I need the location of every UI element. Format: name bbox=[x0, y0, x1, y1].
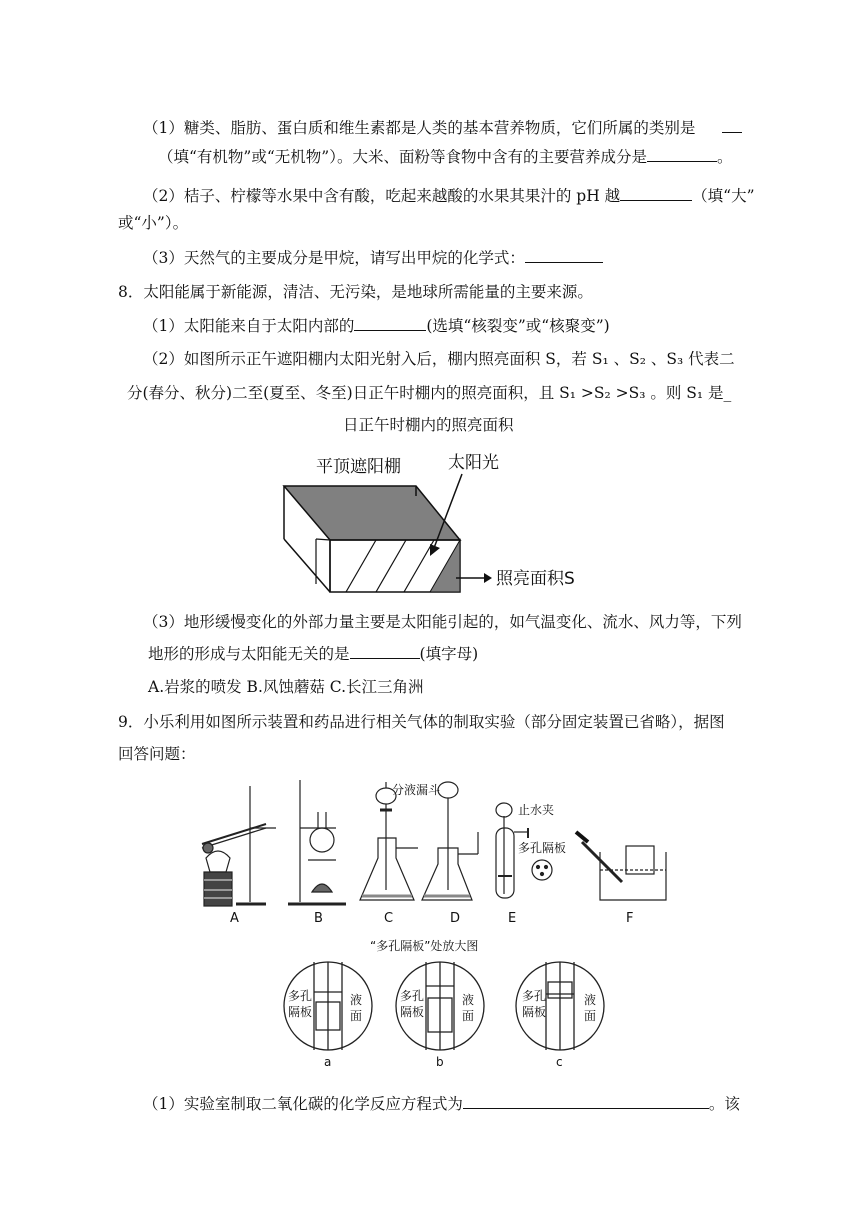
q7-part1-text2: （填“有机物”或“无机物”）。大米、面粉等食物中含有的主要营养成分是 bbox=[158, 148, 647, 166]
q8-title-text: 8．太阳能属于新能源，清洁、无污染，是地球所需能量的主要来源。 bbox=[118, 283, 593, 301]
q8-part2-text: （2）如图所示正午遮阳棚内太阳光射入后，棚内照亮面积 S，若 S₁ 、S₂ 、S₃ 代表二 bbox=[143, 350, 735, 368]
q8-part3-line2 bbox=[148, 642, 478, 665]
sunshade-figure bbox=[280, 444, 600, 594]
q9-title-line2 bbox=[118, 743, 196, 765]
q7-part2-text2: （填“大” bbox=[692, 187, 755, 205]
zoom-b-left2: 隔板 bbox=[400, 1005, 425, 1019]
q8-part2-line3 bbox=[343, 414, 514, 436]
q8-part2-text3: 日正午时棚内的照亮面积 bbox=[343, 416, 514, 434]
q9-title-text: 9．小乐利用如图所示装置和药品进行相关气体的制取实验（部分固定装置已省略），据图 bbox=[118, 713, 725, 731]
zoom-b-right2: 面 bbox=[462, 1009, 475, 1023]
q7-part2-text: （2）桔子、柠檬等水果中含有酸，吃起来越酸的水果其果汁的 pH 越 bbox=[143, 187, 621, 205]
label-plate: 多孔隔板 bbox=[518, 841, 567, 855]
q7-part2-line1 bbox=[143, 184, 755, 207]
zoom-label-c: c bbox=[556, 1055, 563, 1069]
area-label: 照亮面积S bbox=[496, 569, 575, 589]
q7-part3-text: （3）天然气的主要成分是甲烷，请写出甲烷的化学式： bbox=[143, 249, 525, 267]
q9-part1-text: （1）实验室制取二氧化碳的化学反应方程式为 bbox=[143, 1095, 463, 1113]
label-e: E bbox=[508, 911, 517, 926]
q8-part1 bbox=[143, 314, 610, 337]
q7-part3 bbox=[143, 246, 603, 269]
q7-part1-line1 bbox=[143, 117, 695, 139]
q8-part1-text: （1）太阳能来自于太阳内部的 bbox=[143, 317, 355, 335]
label-a: A bbox=[230, 911, 239, 926]
roof-label: 平顶遮阳棚 bbox=[316, 457, 401, 477]
apparatus-f bbox=[576, 832, 666, 900]
q7-part1-text3: 。 bbox=[716, 148, 733, 166]
zoom-c-left1: 多孔 bbox=[522, 989, 547, 1003]
apparatus-b bbox=[288, 780, 346, 904]
zoom-a-left2: 隔板 bbox=[288, 1005, 313, 1019]
apparatus-a bbox=[202, 786, 276, 906]
q8-options-text: A.岩浆的喷发 B.风蚀蘑菇 C.长江三角洲 bbox=[148, 678, 424, 696]
label-clamp: 止水夹 bbox=[518, 803, 555, 817]
q8-part3-line1 bbox=[143, 611, 742, 633]
q7-part1-line2 bbox=[158, 145, 732, 168]
q7-part2-text3: 或“小”）。 bbox=[118, 214, 189, 232]
label-f: F bbox=[626, 911, 634, 926]
apparatus-c bbox=[360, 782, 418, 900]
q8-part3-text: （3）地形缓慢变化的外部力量主要是太阳能引起的，如气温变化、流水、风力等，下列 bbox=[143, 613, 742, 631]
zoom-a-left1: 多孔 bbox=[288, 989, 313, 1003]
zoom-c-left2: 隔板 bbox=[522, 1005, 547, 1019]
apparatus-figure bbox=[196, 772, 676, 1072]
zoom-a-right2: 面 bbox=[350, 1009, 363, 1023]
zoom-label-a: a bbox=[324, 1055, 332, 1069]
label-funnel: 分液漏斗 bbox=[392, 783, 441, 797]
zoom-c-right2: 面 bbox=[584, 1009, 597, 1023]
zoom-c-right1: 液 bbox=[584, 993, 597, 1007]
q7-part2-line2 bbox=[118, 212, 188, 234]
q8-part2-text2: 分(春分、秋分)二至(夏至、冬至)日正午时棚内的照亮面积，且 S₁ >S₂ >S₃ 。则 S₁ 是_ bbox=[127, 384, 732, 402]
apparatus-d bbox=[422, 782, 478, 900]
q8-part3-text3: (填字母) bbox=[419, 645, 479, 663]
q8-title bbox=[118, 281, 593, 303]
answer-blank[interactable] bbox=[525, 246, 603, 263]
q9-part1 bbox=[143, 1092, 740, 1115]
q9-title-line1 bbox=[118, 711, 725, 733]
zoom-b-right1: 液 bbox=[462, 993, 475, 1007]
answer-blank[interactable] bbox=[354, 314, 426, 331]
zoom-label-b: b bbox=[436, 1055, 444, 1069]
zoom-b-left1: 多孔 bbox=[400, 989, 425, 1003]
label-c: C bbox=[384, 911, 394, 926]
q9-title-text2: 回答问题： bbox=[118, 745, 196, 763]
q8-part1-text2: (选填“核裂变”或“核聚变”) bbox=[426, 317, 610, 335]
q9-part1-text2: 。该 bbox=[708, 1095, 740, 1113]
zoom-a-right1: 液 bbox=[350, 993, 363, 1007]
q8-part2-line2 bbox=[127, 382, 731, 404]
zoom-caption: “多孔隔板”处放大图 bbox=[370, 939, 479, 953]
q8-part2-line1 bbox=[143, 348, 735, 370]
label-d: D bbox=[450, 911, 461, 926]
q8-options bbox=[148, 676, 424, 698]
answer-blank[interactable] bbox=[722, 116, 742, 133]
answer-blank[interactable] bbox=[620, 184, 692, 201]
answer-blank[interactable] bbox=[463, 1092, 709, 1109]
q8-part3-text2: 地形的形成与太阳能无关的是 bbox=[148, 645, 350, 663]
answer-blank[interactable] bbox=[647, 145, 717, 162]
q7-part1-text: （1）糖类、脂肪、蛋白质和维生素都是人类的基本营养物质，它们所属的类别是 bbox=[143, 119, 696, 137]
sun-label: 太阳光 bbox=[448, 453, 499, 473]
label-b: B bbox=[314, 911, 323, 926]
answer-blank[interactable] bbox=[350, 642, 420, 659]
